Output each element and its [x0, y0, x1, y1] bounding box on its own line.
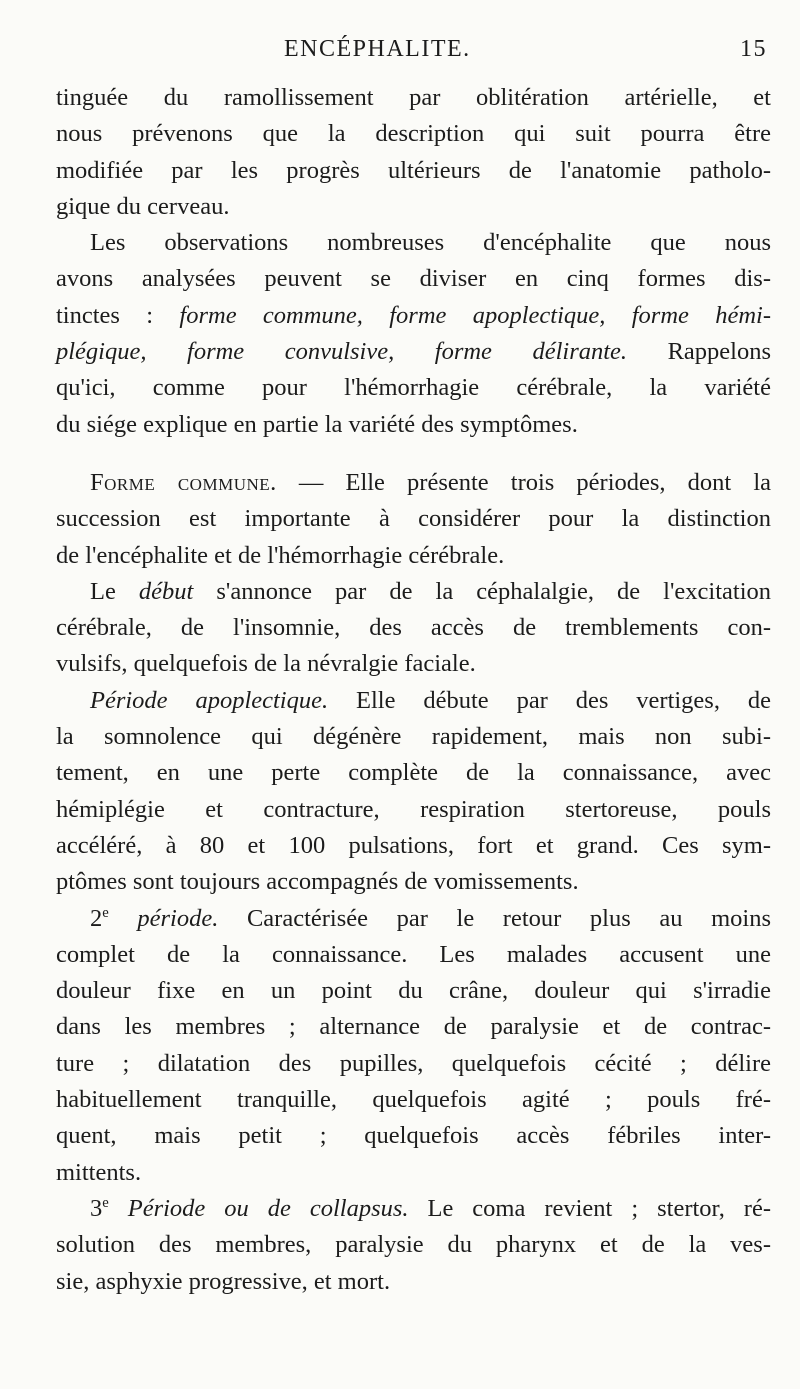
- body-text: [56, 80, 771, 1300]
- text-line: du siége explique en partie la variété des symptômes.: [56, 410, 578, 438]
- paragraph-2: [56, 225, 771, 443]
- ordinal-suffix: e: [102, 1194, 109, 1211]
- section-heading: Forme commune.: [90, 468, 277, 496]
- text-line: solution des membres, paralysie du pharynx et de la ves-: [56, 1231, 771, 1259]
- text-line: gique du cerveau.: [56, 192, 230, 220]
- running-head: [56, 36, 771, 70]
- text-line: [56, 1191, 771, 1227]
- text-line: accéléré, à 80 et 100 pulsations, fort et grand. Ces sym-: [56, 831, 771, 859]
- text-line: [56, 298, 771, 334]
- text-line: [56, 901, 771, 937]
- italic-text: Période apoplectique.: [90, 686, 329, 714]
- paragraph-1: [56, 80, 771, 225]
- text-run: Le: [90, 577, 139, 605]
- text-line: cérébrale, de l'insomnie, des accès de tremblements con-: [56, 614, 771, 642]
- text-run: Caractérisée par le retour plus au moins: [218, 904, 771, 932]
- paragraph-troisieme-periode: [56, 1191, 771, 1300]
- text-line: complet de la connaissance. Les malades accusent une: [56, 940, 771, 968]
- text-line: habituellement tranquille, quelquefois agité ; pouls fré-: [56, 1086, 771, 1114]
- text-line: quent, mais petit ; quelquefois accès fébriles inter-: [56, 1122, 771, 1150]
- text-run: s'annonce par de la céphalalgie, de l'excitation: [193, 577, 771, 605]
- text-line: succession est importante à considérer pour la distinction: [56, 505, 771, 533]
- text-run: — Elle présente trois périodes, dont la: [276, 468, 771, 496]
- italic-text: plégique, forme convulsive, forme délirante.: [56, 338, 628, 366]
- text-line: Les observations nombreuses d'encéphalite que nous: [90, 229, 771, 257]
- text-run: Le coma revient ; stertor, ré-: [408, 1194, 771, 1222]
- ordinal-suffix: e: [102, 904, 109, 921]
- text-run: tinctes :: [56, 301, 180, 329]
- text-run: Rappelons: [627, 338, 771, 366]
- text-line: [56, 334, 771, 370]
- paragraph-forme-commune: [56, 465, 771, 574]
- italic-text: début: [138, 577, 194, 605]
- text-line: [56, 683, 771, 719]
- text-run: Elle débute par des vertiges, de: [328, 686, 771, 714]
- text-line: modifiée par les progrès ultérieurs de l'anatomie patholo-: [56, 156, 771, 184]
- italic-text: Période ou de collapsus.: [108, 1194, 409, 1222]
- page-number: 15: [740, 36, 767, 62]
- paragraph-deuxieme-periode: [56, 901, 771, 1191]
- text-line: vulsifs, quelquefois de la névralgie faciale.: [56, 650, 476, 678]
- running-title: ENCÉPHALITE.: [284, 36, 471, 62]
- text-line: avons analysées peuvent se diviser en cinq formes dis-: [56, 265, 771, 293]
- text-line: la somnolence qui dégénère rapidement, mais non subi-: [56, 723, 771, 751]
- text-line: qu'ici, comme pour l'hémorrhagie cérébrale, la variété: [56, 374, 771, 402]
- italic-text: forme commune, forme apoplectique, forme hémi-: [179, 301, 771, 329]
- paragraph-debut: [56, 574, 771, 683]
- text-line: ture ; dilatation des pupilles, quelquefois cécité ; délire: [56, 1049, 771, 1077]
- text-line: ptômes sont toujours accompagnés de vomissements.: [56, 868, 579, 896]
- text-line: dans les membres ; alternance de paralysie et de contrac-: [56, 1013, 771, 1041]
- text-line: tinguée du ramollissement par oblitération artérielle, et: [56, 84, 771, 111]
- text-line: douleur fixe en un point du crâne, douleur qui s'irradie: [56, 977, 771, 1005]
- text-line: tement, en une perte complète de la connaissance, avec: [56, 759, 771, 787]
- ordinal-number: 2: [90, 904, 103, 932]
- text-line: [56, 574, 771, 610]
- paragraph-periode-apoplectique: [56, 683, 771, 901]
- text-line: mittents.: [56, 1158, 142, 1186]
- italic-text: période.: [108, 904, 219, 932]
- text-line: de l'encéphalite et de l'hémorrhagie cérébrale.: [56, 541, 505, 569]
- text-line: sie, asphyxie progressive, et mort.: [56, 1267, 391, 1295]
- text-line: nous prévenons que la description qui suit pourra être: [56, 120, 771, 148]
- ordinal-number: 3: [90, 1194, 103, 1222]
- text-line: hémiplégie et contracture, respiration stertoreuse, pouls: [56, 795, 771, 823]
- text-line: [56, 465, 771, 501]
